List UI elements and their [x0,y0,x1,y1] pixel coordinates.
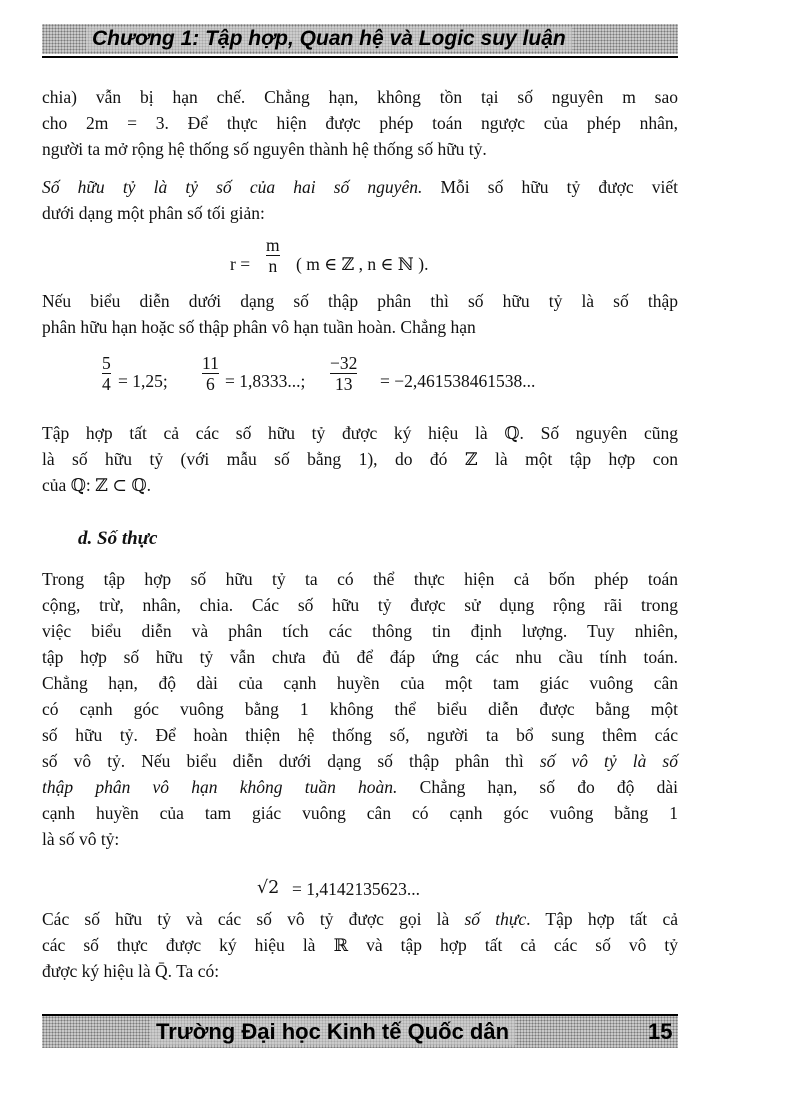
text-line: được ký hiệu là Q̄. Ta có: [42,961,220,981]
paragraph-4 [42,420,678,498]
fraction-5-over-4 [102,354,111,393]
text-fragment: . Tập hợp tất cả [526,909,679,929]
text-fragment: Chẳng hạn, số đo độ dài [397,777,678,797]
chapter-title: Chương 1: Tập hợp, Quan hệ và Logic suy luận [86,27,572,51]
text-line: cạnh huyền của tam giác vuông cân có cạnh góc vuông bằng 1 [42,803,678,823]
text-line [42,748,678,774]
text-line [42,906,678,932]
text-line: các số thực được ký hiệu là ℝ và tập hợp tất cả các số vô tỷ [42,935,678,955]
text-line: dưới dạng một phân số tối giản: [42,203,265,223]
text-line: có cạnh góc vuông bằng 1 không thể biểu diễn được bằng một [42,699,678,719]
header-rule [42,56,678,58]
text-line: Tập hợp tất cả các số hữu tỷ được ký hiệu là ℚ. Số nguyên cũng [42,423,678,443]
sqrt-two-value: = 1,4142135623... [292,879,420,899]
fraction-m-over-n [266,236,280,275]
text-line: là số hữu tỷ (với mẫu số bằng 1), do đó ℤ là một tập hợp con [42,449,678,469]
paragraph-5 [42,566,678,852]
text-fragment: Mỗi số hữu tỷ được viết [422,177,679,197]
text-line [42,174,678,200]
irrational-definition: số vô tỷ là số [539,751,678,771]
formula-lhs: r = [230,254,251,274]
footer-university: Trường Đại học Kinh tế Quốc dân [150,1019,515,1045]
fraction-numerator: 5 [102,353,111,373]
irrational-definition: thập phân vô hạn không tuần hoàn. [42,777,398,797]
text-line [42,774,678,800]
text-line: của ℚ: ℤ ⊂ ℚ. [42,475,151,495]
text-line: việc biểu diễn và phân tích các thông tin định lượng. Tuy nhiên, [42,621,678,641]
real-number-term: số thực [464,909,527,929]
fraction-numerator: m [266,235,280,255]
fraction-value: = 1,25; [118,371,168,391]
paragraph-1 [42,84,678,162]
text-line: Nếu biểu diễn dưới dạng số thập phân thì số hữu tỷ là số thập [42,291,678,311]
text-line: cho 2m = 3. Để thực hiện được phép toán ngược của phép nhân, [42,113,678,133]
page-number: 15 [648,1019,673,1044]
text-line: phân hữu hạn hoặc số thập phân vô hạn tuần hoàn. Chẳng hạn [42,317,476,337]
fraction-numerator: −32 [330,353,358,373]
fraction-numerator: 11 [202,353,219,373]
text-line: chia) vẫn bị hạn chế. Chẳng hạn, không tồn tại số nguyên m sao [42,87,678,107]
sqrt-two: √2 [257,878,280,898]
fraction-value: = −2,461538461538... [380,371,536,391]
fraction-denominator: 4 [102,374,111,394]
text-line: Trong tập hợp số hữu tỷ ta có thể thực hiện cả bốn phép toán [42,569,678,589]
fraction-neg32-over-13 [330,354,357,393]
fraction-11-over-6 [202,354,219,393]
text-line: là số vô tỷ: [42,829,120,849]
text-fragment: số vô tỷ. Nếu biểu diễn dưới dạng số thập phân thì [42,751,540,771]
text-line: Chẳng hạn, độ dài của cạnh huyền của một tam giác vuông cân [42,673,678,693]
fraction-denominator: 6 [206,374,215,394]
paragraph-2 [42,174,678,226]
paragraph-6 [42,906,678,984]
text-line: tập hợp số hữu tỷ vẫn chưa đủ để đáp ứng các nhu cầu tính toán. [42,647,678,667]
fraction-denominator: 13 [334,374,353,394]
rational-definition: Số hữu tỷ là tỷ số của hai số nguyên. [42,177,423,197]
text-line: cộng, trừ, nhân, chia. Các số hữu tỷ được sử dụng rộng rãi trong [42,595,678,615]
section-heading: d. Số thực [78,528,158,549]
fraction-value: = 1,8333...; [225,371,306,391]
fraction-denominator: n [268,256,278,276]
text-line: số hữu tỷ. Để hoàn thiện hệ thống số, người ta bổ sung thêm các [42,725,678,745]
text-fragment: Các số hữu tỷ và các số vô tỷ được gọi là [42,909,465,929]
paragraph-3 [42,288,678,340]
formula-condition: ( m ∈ ℤ , n ∈ ℕ ). [296,254,429,274]
text-line: người ta mở rộng hệ thống số nguyên thành hệ thống số hữu tỷ. [42,139,487,159]
